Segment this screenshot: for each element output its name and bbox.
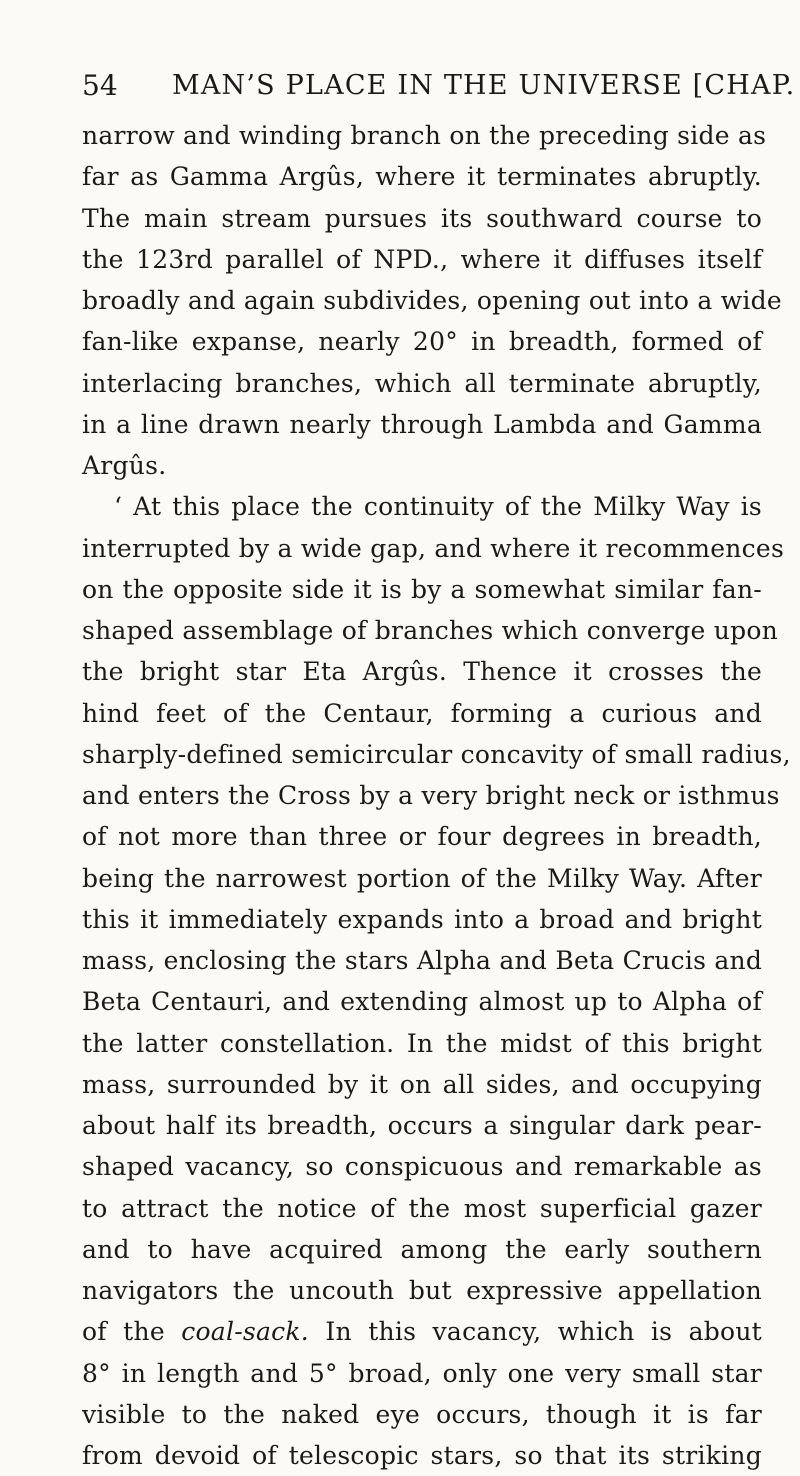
text-line: in a line drawn nearly through Lambda and Gamma xyxy=(82,409,762,439)
text-line: of not more than three or four degrees in breadth, xyxy=(82,822,762,852)
text-line: navigators the uncouth but expressive appellation xyxy=(82,1276,762,1305)
text-line: shaped vacancy, so conspicuous and remarkable as xyxy=(82,1152,762,1182)
text-line: being the narrowest portion of the Milky Way. After xyxy=(82,863,762,893)
text-line: hind feet of the Centaur, forming a curious and xyxy=(82,698,762,728)
page-number: 54 xyxy=(82,69,118,102)
text-line: interrupted by a wide gap, and where it recommences xyxy=(82,533,785,563)
text-line: and enters the Cross by a very bright neck or isthmus xyxy=(82,781,780,810)
text-line-paragraph-start xyxy=(82,486,762,527)
paragraph-text: ‘ At this place the continuity of the Milky Way is xyxy=(114,492,762,522)
text-line: and to have acquired among the early southern xyxy=(82,1234,762,1264)
text-line: this it immediately expands into a broad and bright xyxy=(82,904,762,934)
running-title: MAN’S PLACE IN THE UNIVERSE [CHAP. xyxy=(172,70,796,101)
text-line: to attract the notice of the most superficial gazer xyxy=(82,1193,762,1223)
text-line: the bright star Eta Argûs. Thence it crosses the xyxy=(82,657,762,687)
text-line: from devoid of telescopic stars, so that its striking xyxy=(82,1441,762,1470)
text-line: Argûs. xyxy=(82,451,167,480)
text-line-with-italic xyxy=(82,1311,762,1352)
text-line: The main stream pursues its southward course to xyxy=(82,203,762,233)
text-line: 8° in length and 5° broad, only one very small star xyxy=(82,1358,762,1388)
line-segment: In this vacancy, which is about xyxy=(325,1317,762,1347)
italic-term: coal-sack. xyxy=(181,1317,309,1347)
text-line: the latter constellation. In the midst of this bright xyxy=(82,1028,762,1058)
text-line: broadly and again subdivides, opening out into a wide xyxy=(82,286,782,315)
text-line: fan-like expanse, nearly 20° in breadth, formed of xyxy=(82,327,762,357)
text-line: mass, surrounded by it on all sides, and occupying xyxy=(82,1069,762,1099)
body-text xyxy=(82,115,791,1476)
text-line: shaped assemblage of branches which converge upon xyxy=(82,616,779,645)
text-line: narrow and winding branch on the preceding side as xyxy=(82,121,767,150)
text-line: about half its breadth, occurs a singular dark pear- xyxy=(82,1111,762,1140)
line-segment: of the xyxy=(82,1317,165,1347)
text-line: the 123rd parallel of NPD., where it diffuses itself xyxy=(82,244,762,274)
text-line: Beta Centauri, and extending almost up to Alpha of xyxy=(82,987,762,1017)
page-header xyxy=(82,66,796,106)
text-line: interlacing branches, which all terminate abruptly, xyxy=(82,368,762,398)
text-line: far as Gamma Argûs, where it terminates abruptly. xyxy=(82,162,762,192)
text-line: sharply-defined semicircular concavity of small radius, xyxy=(82,739,791,769)
text-line: mass, enclosing the stars Alpha and Beta Crucis and xyxy=(82,946,763,975)
text-line: on the opposite side it is by a somewhat similar fan- xyxy=(82,574,762,604)
text-line: visible to the naked eye occurs, though it is far xyxy=(82,1399,762,1429)
